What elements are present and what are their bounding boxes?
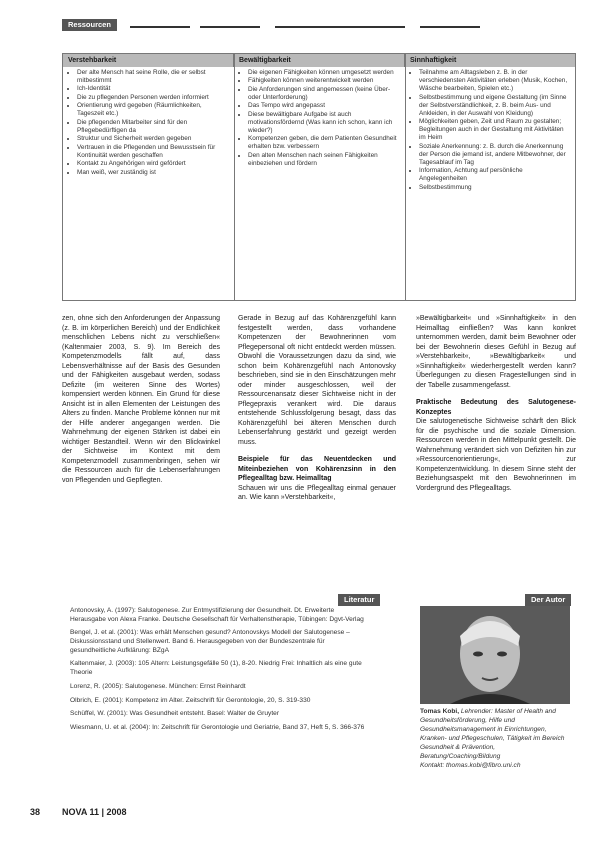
list-item: • Den alten Menschen nach seinen Fähigkeiten einbeziehen und fördern [248,152,398,168]
list-item: • Kontakt zu Angehörigen wird gefördert [77,160,227,168]
body-column-1 [62,314,220,485]
page-number: 38 [30,807,41,817]
list-item: • Ich-Identität [77,85,227,93]
resource-table [62,53,576,301]
list-item: • Möglichkeiten geben, Zeit und Raum zu gestalten; Begleitungen auch in der Gestaltung mit Aktivitäten im Heim [419,118,569,142]
list-item: • Die pflegenden Mitarbeiter sind für den Pflegebedürftigen da [77,119,227,135]
literature-entry: Wiesmann, U. et al. (2004): In: Zeitschrift für Gerontologie und Geriatrie, Band 37, Heft 5, S. 366-376 [70,724,365,732]
body-paragraph: Gerade in Bezug auf das Kohärenzgefühl kann festgestellt werden, dass vorhandene Kompetenzen der Bewohnerinnen vom Pflegepersonal oft nicht entdeckt werden müssen. Obwohl die Voraussetzungen dazu da sind, wie schon beim Kohärenzgefühl nach Antonovsky beschrieben, sind sie in den Einschätzungen mehr oder minder ausgeschlossen, weil der Ressourcenansatz dieser Sichtweise nicht in der Pflegepraxis verankert wird. Die daraus entstehende Schlussfolgerung besagt, dass das Kohärenzgefühl bei älteren Menschen durch Lebenserfahrung gestärkt und gezeigt werden muss. [238,315,396,446]
list-item: • Vertrauen in die Pflegenden und Bewusstsein für Kontinuität werden geschaffen [77,144,227,160]
magazine-issue: NOVA 11 | 2008 [62,807,127,817]
literature-entry: Schüffel, W. (2001): Was Gesundheit entsteht. Basel: Walter de Gruyter [70,710,280,718]
section-heading: Beispiele für das Neuentdecken und Miteinbeziehen von Kohärenzsinn in den Pflegealltag bzw. Heimalltag [238,456,396,482]
table-divider [234,54,235,300]
literature-entry: Olbrich, E. (2001): Kompetenz im Alter. Zeitschrift für Gerontologie, 20, S. 319-330 [70,696,311,704]
body-paragraph: zen, ohne sich den Anforderungen der Anpassung (z. B. im körperlichen Bereich) und der Endlichkeit menschlichen Lebens nicht zu verschließen« (Kaltenmaier 2003, S. 9). Im Bereich des Kompetenzmodells fällt auf, dass Lebensverhältnisse auf der Basis des Gesunden und der Fähigkeiten ausgebaut werden, sodass Defizite (im weiteren Sinne des Wortes) kompensiert werden können. Ein Grund für diese Ansicht ist in allen Elementen der Leistungen des Alters zu finden. Manche Probleme können nur mit der Hilfe anderer angegangen werden. Die Wahrnehmung der eigenen Stärken ist dabei ein wichtiger Bestandteil. Wenn wir den Blickwinkel der Sichtweise im Kontext mit dem Kompetenzmodell zusammenbringen, sehen wir die Ressourcen auch für die Lebenserfahrungen von Pflegenden und Gepflegten. [62,315,220,484]
body-paragraph: »Bewältigbarkeit« und »Sinnhaftigkeit« in den Heimalltag einfließen? Was kann konkret unternommen werden, damit beim Bewohner oder bei der Bewohnerin dieses Gefühl in Bezug auf »Verstehbarkeit«, »Bewältigbarkeit« und »Sinnhaftigkeit« wiederhergestellt werden kann? Überlegungen zu diesen Fragestellungen sind in der Tabelle zusammengefasst. [416,315,576,389]
table-column-verstehbarkeit [67,69,227,177]
table-column-bewaeltigbarkeit [238,69,398,168]
header-rule-4 [420,26,480,28]
literature-tag: Literatur [338,594,380,606]
list-item: • Information, Achtung auf persönliche Angelegenheiten [419,167,569,183]
literature-entry: Bengel, J. et al. (2001): Was erhält Menschen gesund? Antonovskys Modell der Salutogenese – Diskussionsstand und Stellenwert. Band 6. Herausgegeben von der Bundeszentrale für gesundheitliche Aufklärung: BZgA [70,629,350,654]
literature-entry: Antonovsky, A. (1997): Salutogenese. Zur Entmystifizierung der Gesundheit. Dt. Erweiterte Herausgabe von Alexa Franke. Deutsche Gesellschaft für Verhaltenstherapie, Tübingen: Dgvt-Verlag [70,607,364,623]
list-item: • Struktur und Sicherheit werden gegeben [77,135,227,143]
body-paragraph: Schauen wir uns die Pflegealltag einmal genauer an. Wie kann »Verstehbarkeit«, [238,484,396,501]
body-paragraph: Die salutogenetische Sichtweise schärft den Blick für die psychische und die soziale Dimension. Ressourcen werden in den Mittelpunkt gestellt. Die Wahrnehmung verändert sich von Defiziten hin zur »Ressourcenorientierung«, zur Kompetenzentwicklung. In diesem Sinne steht der Beziehungsaspekt mit den Bewohnerinnen im Vordergrund des Pflegealltags. [416,418,576,492]
literature-entry: Kaltenmaier, J. (2003): 105 Altern: Leistungsgefälle 50 (1), 8-20. Niedrig Frei: Inhaltlich als eine gute Theorie [70,660,362,676]
list-item: • Die eigenen Fähigkeiten können umgesetzt werden [248,69,398,77]
literature-list [70,607,370,738]
section-tag: Ressourcen [62,19,117,31]
list-item: • Die zu pflegenden Personen werden informiert [77,94,227,102]
table-header-verstehbarkeit: Verstehbarkeit [63,54,234,67]
list-item: • Soziale Anerkennung: z. B. durch die Anerkennung der Person die jemand ist, andere Mitbewohner, der Tagesablauf im Tag [419,143,569,167]
list-item: • Fähigkeiten können weiterentwickelt werden [248,77,398,85]
list-item: • Der alte Mensch hat seine Rolle, die er selbst mitbestimmt [77,69,227,85]
author-photo [420,606,570,704]
header-rule-1 [130,26,190,28]
header-rule-2 [200,26,260,28]
list-item: • Man weiß, wer zuständig ist [77,169,227,177]
table-header-bewaeltigbarkeit: Bewältigbarkeit [234,54,405,67]
author-description: Lehrender: Master of Health and Gesundheitsförderung, Hilfe und Gesundheitsmanagement in Einrichtungen, Kranken- und Pflegeschulen, Tätigkeit im Bereich Gesundheit & Prävention, Beratung/Coaching/Bildung [420,708,565,760]
list-item: • Diese bewältigbare Aufgabe ist auch motivationsfördernd (Was kann ich schon, kann ich wieder?) [248,111,398,135]
portrait-image [420,606,570,704]
list-item: • Selbstbestimmung [419,184,569,192]
table-header-sinnhaftigkeit: Sinnhaftigkeit [405,54,575,67]
list-item: • Selbstbestimmung und eigene Gestaltung (im Sinne der Selbstverständlichkeit, z. B. beim Aus- und Ankleiden, in der Auswahl von Kleidung) [419,94,569,118]
list-item: • Das Tempo wird angepasst [248,102,398,110]
author-name: Tomas Kobi, [420,708,460,715]
table-divider [405,54,406,300]
list-item: • Teilnahme am Alltagsleben z. B. in der verschiedensten Aktivitäten erleben (Musik, Kochen, Wäsche bearbeiten, Spielen etc.) [419,69,569,93]
table-column-sinnhaftigkeit [409,69,569,192]
author-bio [420,707,575,770]
section-heading: Praktische Bedeutung des Salutogenese-Konzeptes [416,399,576,416]
list-item: • Die Anforderungen sind angemessen (keine Über- oder Unterforderung) [248,86,398,102]
list-item: • Kompetenzen geben, die dem Patienten Gesundheit erhalten bzw. verbessern [248,135,398,151]
author-contact: Kontakt: thomas.kobi@fibro.uni.ch [420,762,521,769]
header-rule-3 [275,26,405,28]
list-item: • Orientierung wird gegeben (Räumlichkeiten, Tageszeit etc.) [77,102,227,118]
body-column-3 [416,314,576,493]
body-column-2 [238,314,396,503]
author-tag: Der Autor [525,594,571,606]
literature-entry: Lorenz, R. (2005): Salutogenese. München: Ernst Reinhardt [70,682,246,690]
